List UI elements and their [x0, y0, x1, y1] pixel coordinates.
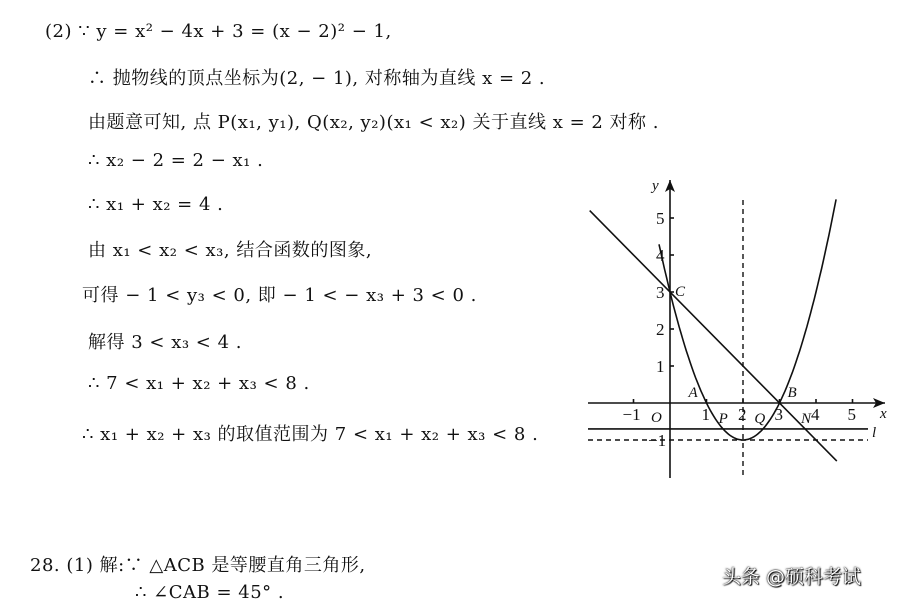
point-label-b: B	[787, 385, 797, 401]
origin-label: O	[651, 410, 662, 426]
y-tick-label: 2	[656, 320, 665, 339]
point-label-c: C	[675, 284, 686, 300]
solution-line-5: ∴ x₁ + x₂ = 4 .	[88, 194, 224, 215]
solution-line-4: ∴ x₂ − 2 = 2 − x₁ .	[88, 150, 264, 171]
x-tick-label: 5	[847, 405, 856, 424]
x-tick-label: −1	[622, 405, 641, 424]
parabola-curve	[659, 199, 836, 440]
line-l-label: l	[872, 424, 877, 441]
solution-line-10: ∴ x₁ + x₂ + x₃ 的取值范围为 7 < x₁ + x₂ + x₃ < 8 .	[82, 424, 539, 445]
problem-28-line-2: ∴ ∠CAB = 45° .	[135, 582, 285, 603]
x-tick-label: 3	[774, 405, 783, 424]
solution-line-3: 由题意可知, 点 P(x₁, y₁), Q(x₂, y₂)(x₁ < x₂) 关于直线 x = 2 对称 .	[88, 112, 659, 133]
watermark: 头条 @硕科考试	[722, 566, 862, 588]
y-tick-label: 5	[656, 209, 665, 228]
x-axis-label: x	[880, 406, 887, 422]
point-label-q: Q	[754, 410, 766, 427]
solution-line-9: ∴ 7 < x₁ + x₂ + x₃ < 8 .	[88, 373, 310, 394]
x-tick-label: 1	[701, 405, 710, 424]
solution-line-6: 由 x₁ < x₂ < x₃, 结合函数的图象,	[88, 240, 373, 261]
y-axis-label: y	[652, 178, 659, 194]
solution-line-1: (2) ∵ y = x² − 4x + 3 = (x − 2)² − 1,	[45, 21, 392, 42]
y-tick-label: 3	[656, 283, 665, 302]
solution-line-2: ∴ 抛物线的顶点坐标为(2, − 1), 对称轴为直线 x = 2 .	[88, 68, 546, 89]
problem-28-line-1: 28. (1) 解:∵ △ACB 是等腰直角三角形,	[30, 555, 366, 576]
x-tick-label: 2	[738, 405, 747, 424]
point-label-p: P	[718, 410, 728, 427]
point-label-n: N	[801, 410, 812, 427]
y-tick-label: 4	[656, 246, 665, 265]
point-label-a: A	[688, 385, 698, 401]
y-tick-label: −1	[648, 431, 667, 450]
y-tick-label: 1	[656, 357, 665, 376]
solution-line-7: 可得 − 1 < y₃ < 0, 即 − 1 < − x₃ + 3 < 0 .	[82, 285, 477, 306]
solution-line-8: 解得 3 < x₃ < 4 .	[88, 332, 242, 353]
x-tick-label: 4	[811, 405, 820, 424]
